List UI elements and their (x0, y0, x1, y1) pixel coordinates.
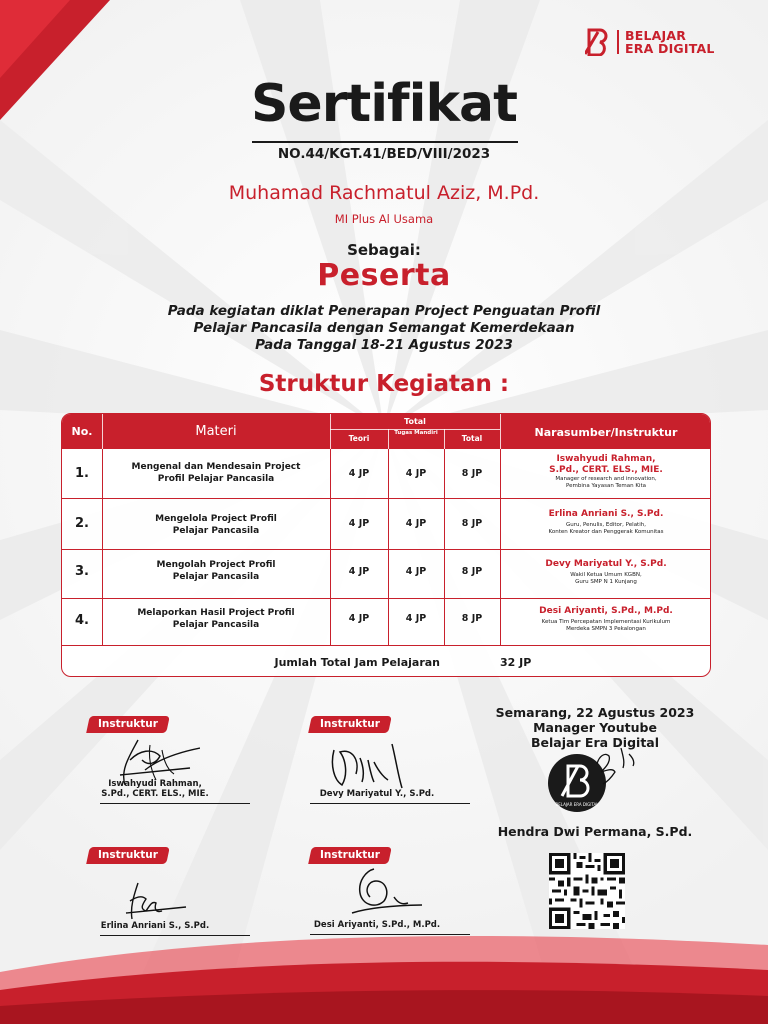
title-underline (252, 141, 518, 143)
narasumber-name: Desi Ariyanti, S.Pd., M.Pd. (539, 606, 673, 616)
header-no: No. (71, 425, 93, 438)
row-total: 8 JP (461, 518, 483, 529)
header-divider (330, 414, 331, 449)
header-divider (500, 414, 501, 449)
row-total: 8 JP (461, 468, 483, 479)
header-divider (388, 429, 389, 449)
as-label: Sebagai: (347, 241, 421, 259)
narasumber-name: Erlina Anriani S., S.Pd. (548, 509, 664, 519)
signature-rule (100, 803, 250, 804)
qr-code-icon (548, 853, 626, 929)
table-row (62, 549, 711, 598)
header-divider (330, 429, 500, 430)
header-total-group: Total (404, 417, 426, 426)
row-number: 1. (75, 466, 89, 481)
row-teori: 4 JP (348, 613, 370, 624)
instructor-name: Desi Ariyanti, S.Pd., M.Pd. (313, 920, 441, 930)
header-tugas-mandiri: Tugas Mandiri (394, 430, 438, 436)
description-line: Pada Tanggal 18-21 Agustus 2023 (255, 337, 513, 353)
header-materi: Materi (195, 424, 237, 439)
narasumber-info: Konten Kreator dan Penggerak Komunitas (548, 528, 664, 535)
materi-line: Mengelola Project Profil (155, 514, 277, 524)
row-teori: 4 JP (348, 566, 370, 577)
row-total: 8 JP (461, 613, 483, 624)
row-narasumber (500, 606, 711, 633)
signature-rule (310, 934, 470, 935)
instructor-tag-label: Instruktur (320, 718, 380, 730)
row-tugas: 4 JP (405, 566, 427, 577)
narasumber-info: Wakil Ketua Umum KGBN, (570, 571, 642, 578)
manager-title-line: Belajar Era Digital (530, 735, 660, 750)
header-divider (444, 429, 445, 449)
description-line: Pada kegiatan diklat Penerapan Project Penguatan Profil (167, 303, 601, 319)
description-line: Pelajar Pancasila dengan Semangat Kemerdekaan (193, 320, 575, 336)
materi-line: Mengolah Project Profil (156, 560, 276, 570)
row-number: 2. (75, 516, 89, 531)
instructor-name: Erlina Anriani S., S.Pd. (100, 921, 210, 931)
materi-line: Pelajar Pancasila (172, 620, 260, 630)
row-narasumber (500, 509, 711, 536)
certificate-title: Sertifikat (250, 74, 518, 134)
row-narasumber (500, 559, 711, 586)
row-materi (102, 559, 330, 583)
instructor-name (80, 779, 230, 799)
materi-line: Pelajar Pancasila (172, 572, 260, 582)
table-row (62, 449, 711, 498)
certificate-number: NO.44/KGT.41/BED/VIII/2023 (277, 146, 491, 162)
recipient-role: Peserta (317, 258, 451, 293)
row-tugas: 4 JP (405, 468, 427, 479)
instructor-name-line: S.Pd., CERT. ELS., MIE. (101, 789, 209, 799)
instructor-tag-label: Instruktur (320, 849, 380, 861)
signature-rule (310, 803, 470, 804)
materi-line: Profil Pelajar Pancasila (157, 474, 275, 484)
logo-text (625, 29, 715, 55)
signature-instructor-4 (282, 847, 452, 947)
narasumber-name: Iswahyudi Rahman, (556, 454, 656, 464)
row-tugas: 4 JP (405, 518, 427, 529)
narasumber-info: Merdeka SMPN 3 Pekalongan (566, 625, 646, 632)
instructor-name: Devy Mariyatul Y., S.Pd. (319, 789, 435, 799)
row-teori: 4 JP (348, 468, 370, 479)
signature-image (312, 730, 422, 790)
row-number: 3. (75, 564, 89, 579)
signature-instructor-3 (60, 847, 230, 947)
narasumber-info: Ketua Tim Percepatan Implementasi Kurikulum (541, 618, 671, 625)
table-header (62, 414, 711, 449)
grid-line (62, 645, 711, 646)
brand-logo (585, 28, 715, 56)
row-materi (102, 513, 330, 537)
recipient-name: Muhamad Rachmatul Aziz, M.Pd. (228, 182, 540, 204)
materi-line: Melaporkan Hasil Project Profil (137, 608, 295, 618)
row-materi (102, 607, 330, 631)
header-divider (102, 414, 103, 449)
manager-title-line: Manager Youtube (533, 720, 657, 735)
materi-line: Mengenal dan Mendesain Project (131, 462, 301, 472)
total-hours-value: 32 JP (500, 656, 532, 669)
logo-separator (617, 30, 619, 54)
signature-image (312, 861, 422, 921)
table-row (62, 598, 711, 645)
recipient-institution: MI Plus Al Usama (334, 212, 434, 226)
instructor-tag-label: Instruktur (98, 718, 158, 730)
narasumber-name: S.Pd., CERT. ELS., MIE. (549, 464, 663, 475)
place-date-line: Semarang, 22 Agustus 2023 (495, 705, 695, 720)
signature-instructor-2 (282, 716, 452, 816)
brand-logo-icon (585, 28, 611, 56)
total-hours-label: Jumlah Total Jam Pelajaran (274, 656, 440, 669)
row-teori: 4 JP (348, 518, 370, 529)
narasumber-info: Manager of research and innovation, (555, 476, 657, 482)
activity-table (61, 413, 711, 677)
manager-logo-caption: BELAJAR ERA DIGITAL (555, 802, 599, 807)
narasumber-info: Pembina Yayasan Teman Kita (566, 483, 646, 489)
section-title: Struktur Kegiatan : (258, 371, 510, 397)
signature-instructor-1 (60, 716, 230, 816)
header-total: Total (461, 434, 483, 443)
header-narasumber: Narasumber/Instruktur (534, 426, 678, 439)
manager-signature (585, 740, 645, 790)
instructor-name-line: Iswahyudi Rahman, (108, 779, 202, 789)
narasumber-name: Devy Mariyatul Y., S.Pd. (545, 559, 667, 569)
event-description (0, 303, 768, 354)
signature-image (90, 861, 200, 921)
row-narasumber (500, 454, 711, 490)
signature-rule (100, 935, 250, 936)
header-teori: Teori (348, 434, 370, 443)
logo-text-line1: BELAJAR (625, 28, 687, 43)
row-tugas: 4 JP (405, 613, 427, 624)
row-total: 8 JP (461, 566, 483, 577)
logo-text-line2: ERA DIGITAL (625, 41, 715, 56)
narasumber-info: Guru SMP N 1 Kunjang (575, 578, 637, 585)
row-materi (102, 461, 330, 485)
row-number: 4. (75, 613, 89, 628)
table-row (62, 498, 711, 549)
narasumber-info: Guru, Penulis, Editor, Pelatih, (566, 521, 646, 528)
manager-name: Hendra Dwi Permana, S.Pd. (497, 824, 693, 839)
materi-line: Pelajar Pancasila (172, 526, 260, 536)
instructor-tag-label: Instruktur (98, 849, 158, 861)
